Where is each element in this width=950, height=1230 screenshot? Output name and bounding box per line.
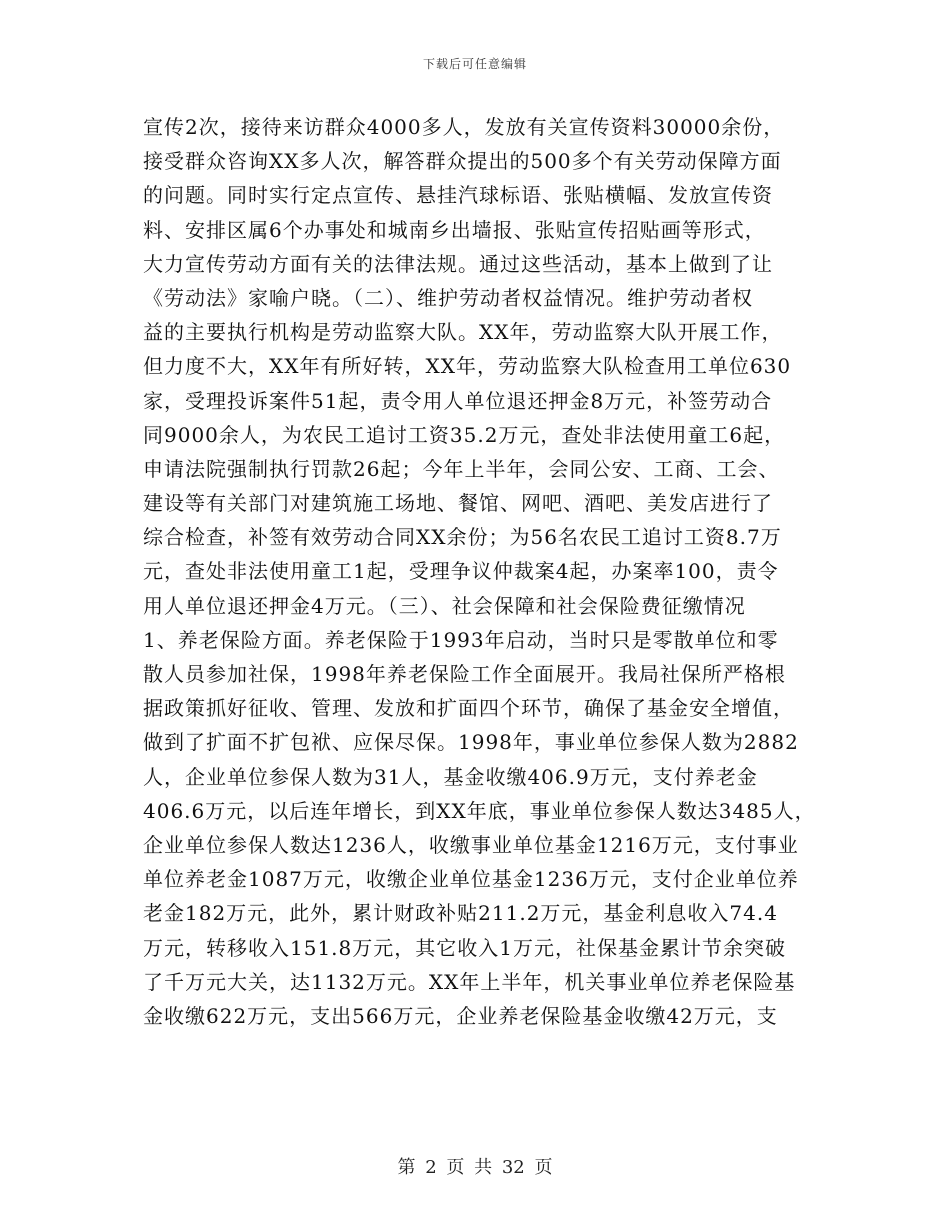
text-line: 宣传2次，接待来访群众4000多人，发放有关宣传资料30000余份，	[143, 115, 785, 139]
text-line: 用人单位退还押金4万元。（三）、社会保障和社会保险费征缴情况	[143, 593, 746, 618]
text-line: 的问题。同时实行定点宣传、悬挂汽球标语、张贴横幅、发放宣传资	[143, 183, 773, 208]
text-line: 做到了扩面不扩包袱、应保尽保。1998年，事业单位参保人数为2882	[143, 730, 799, 755]
text-line: 接受群众咨询XX多人次，解答群众提出的500多个有关劳动保障方面	[143, 149, 782, 174]
text-line: 万元，转移收入151.8万元，其它收入1万元，社保基金累计节余突破	[143, 935, 786, 960]
text-line: 家，受理投诉案件51起，责令用人单位退还押金8万元，补签劳动合	[143, 388, 773, 413]
text-line: 406.6万元，以后连年增长，到XX年底，事业单位参保人数达3485人，	[143, 798, 816, 823]
page-header: 下载后可任意编辑	[422, 57, 527, 71]
text-line: 老金182万元，此外，累计财政补贴211.2万元，基金利息收入74.4	[143, 901, 778, 926]
text-line: 元，查处非法使用童工1起，受理争议仲裁案4起，办案率100，责令	[143, 559, 779, 584]
text-line: 料、安排区属6个办事处和城南乡出墙报、张贴宣传招贴画等形式，	[143, 217, 766, 242]
text-line: 综合检查，补签有效劳动合同XX余份；为56名农民工追讨工资8.7万	[143, 525, 782, 550]
text-line: 了千万元大关，达1132万元。XX年上半年，机关事业单位养老保险基	[143, 969, 796, 994]
text-line: 1、养老保险方面。养老保险于1993年启动，当时只是零散单位和零	[143, 627, 779, 652]
text-line: 但力度不大，XX年有所好转，XX年，劳动监察大队检查用工单位630	[143, 354, 792, 379]
text-line: 建设等有关部门对建筑施工场地、餐馆、网吧、酒吧、美发店进行了	[143, 491, 773, 516]
text-line: 金收缴622万元，支出566万元，企业养老保险基金收缴42万元，支	[143, 1003, 778, 1028]
page-footer: 第 2 页 共 32 页	[397, 1157, 553, 1178]
text-line: 单位养老金1087万元，收缴企业单位基金1236万元，支付企业单位养	[143, 867, 799, 892]
text-line: 大力宣传劳动方面有关的法律法规。通过这些活动，基本上做到了让	[143, 251, 773, 276]
text-line: 据政策抓好征收、管理、发放和扩面四个环节，确保了基金安全增值，	[143, 696, 794, 721]
text-line: 企业单位参保人数达1236人，收缴事业单位基金1216万元，支付事业	[143, 832, 799, 857]
text-line: 人，企业单位参保人数为31人，基金收缴406.9万元，支付养老金	[143, 764, 758, 789]
text-line: 益的主要执行机构是劳动监察大队。XX年，劳动监察大队开展工作，	[143, 320, 783, 345]
text-line: 申请法院强制执行罚款26起；今年上半年，会同公安、工商、工会、	[143, 456, 780, 481]
text-line: 同9000余人，为农民工追讨工资35.2万元，查处非法使用童工6起，	[143, 422, 786, 447]
text-line: 《劳动法》家喻户晓。（二）、维护劳动者权益情况。维护劳动者权	[143, 285, 753, 310]
body-text	[143, 110, 816, 1033]
text-line: 散人员参加社保，1998年养老保险工作全面展开。我局社保所严格根	[143, 662, 786, 686]
